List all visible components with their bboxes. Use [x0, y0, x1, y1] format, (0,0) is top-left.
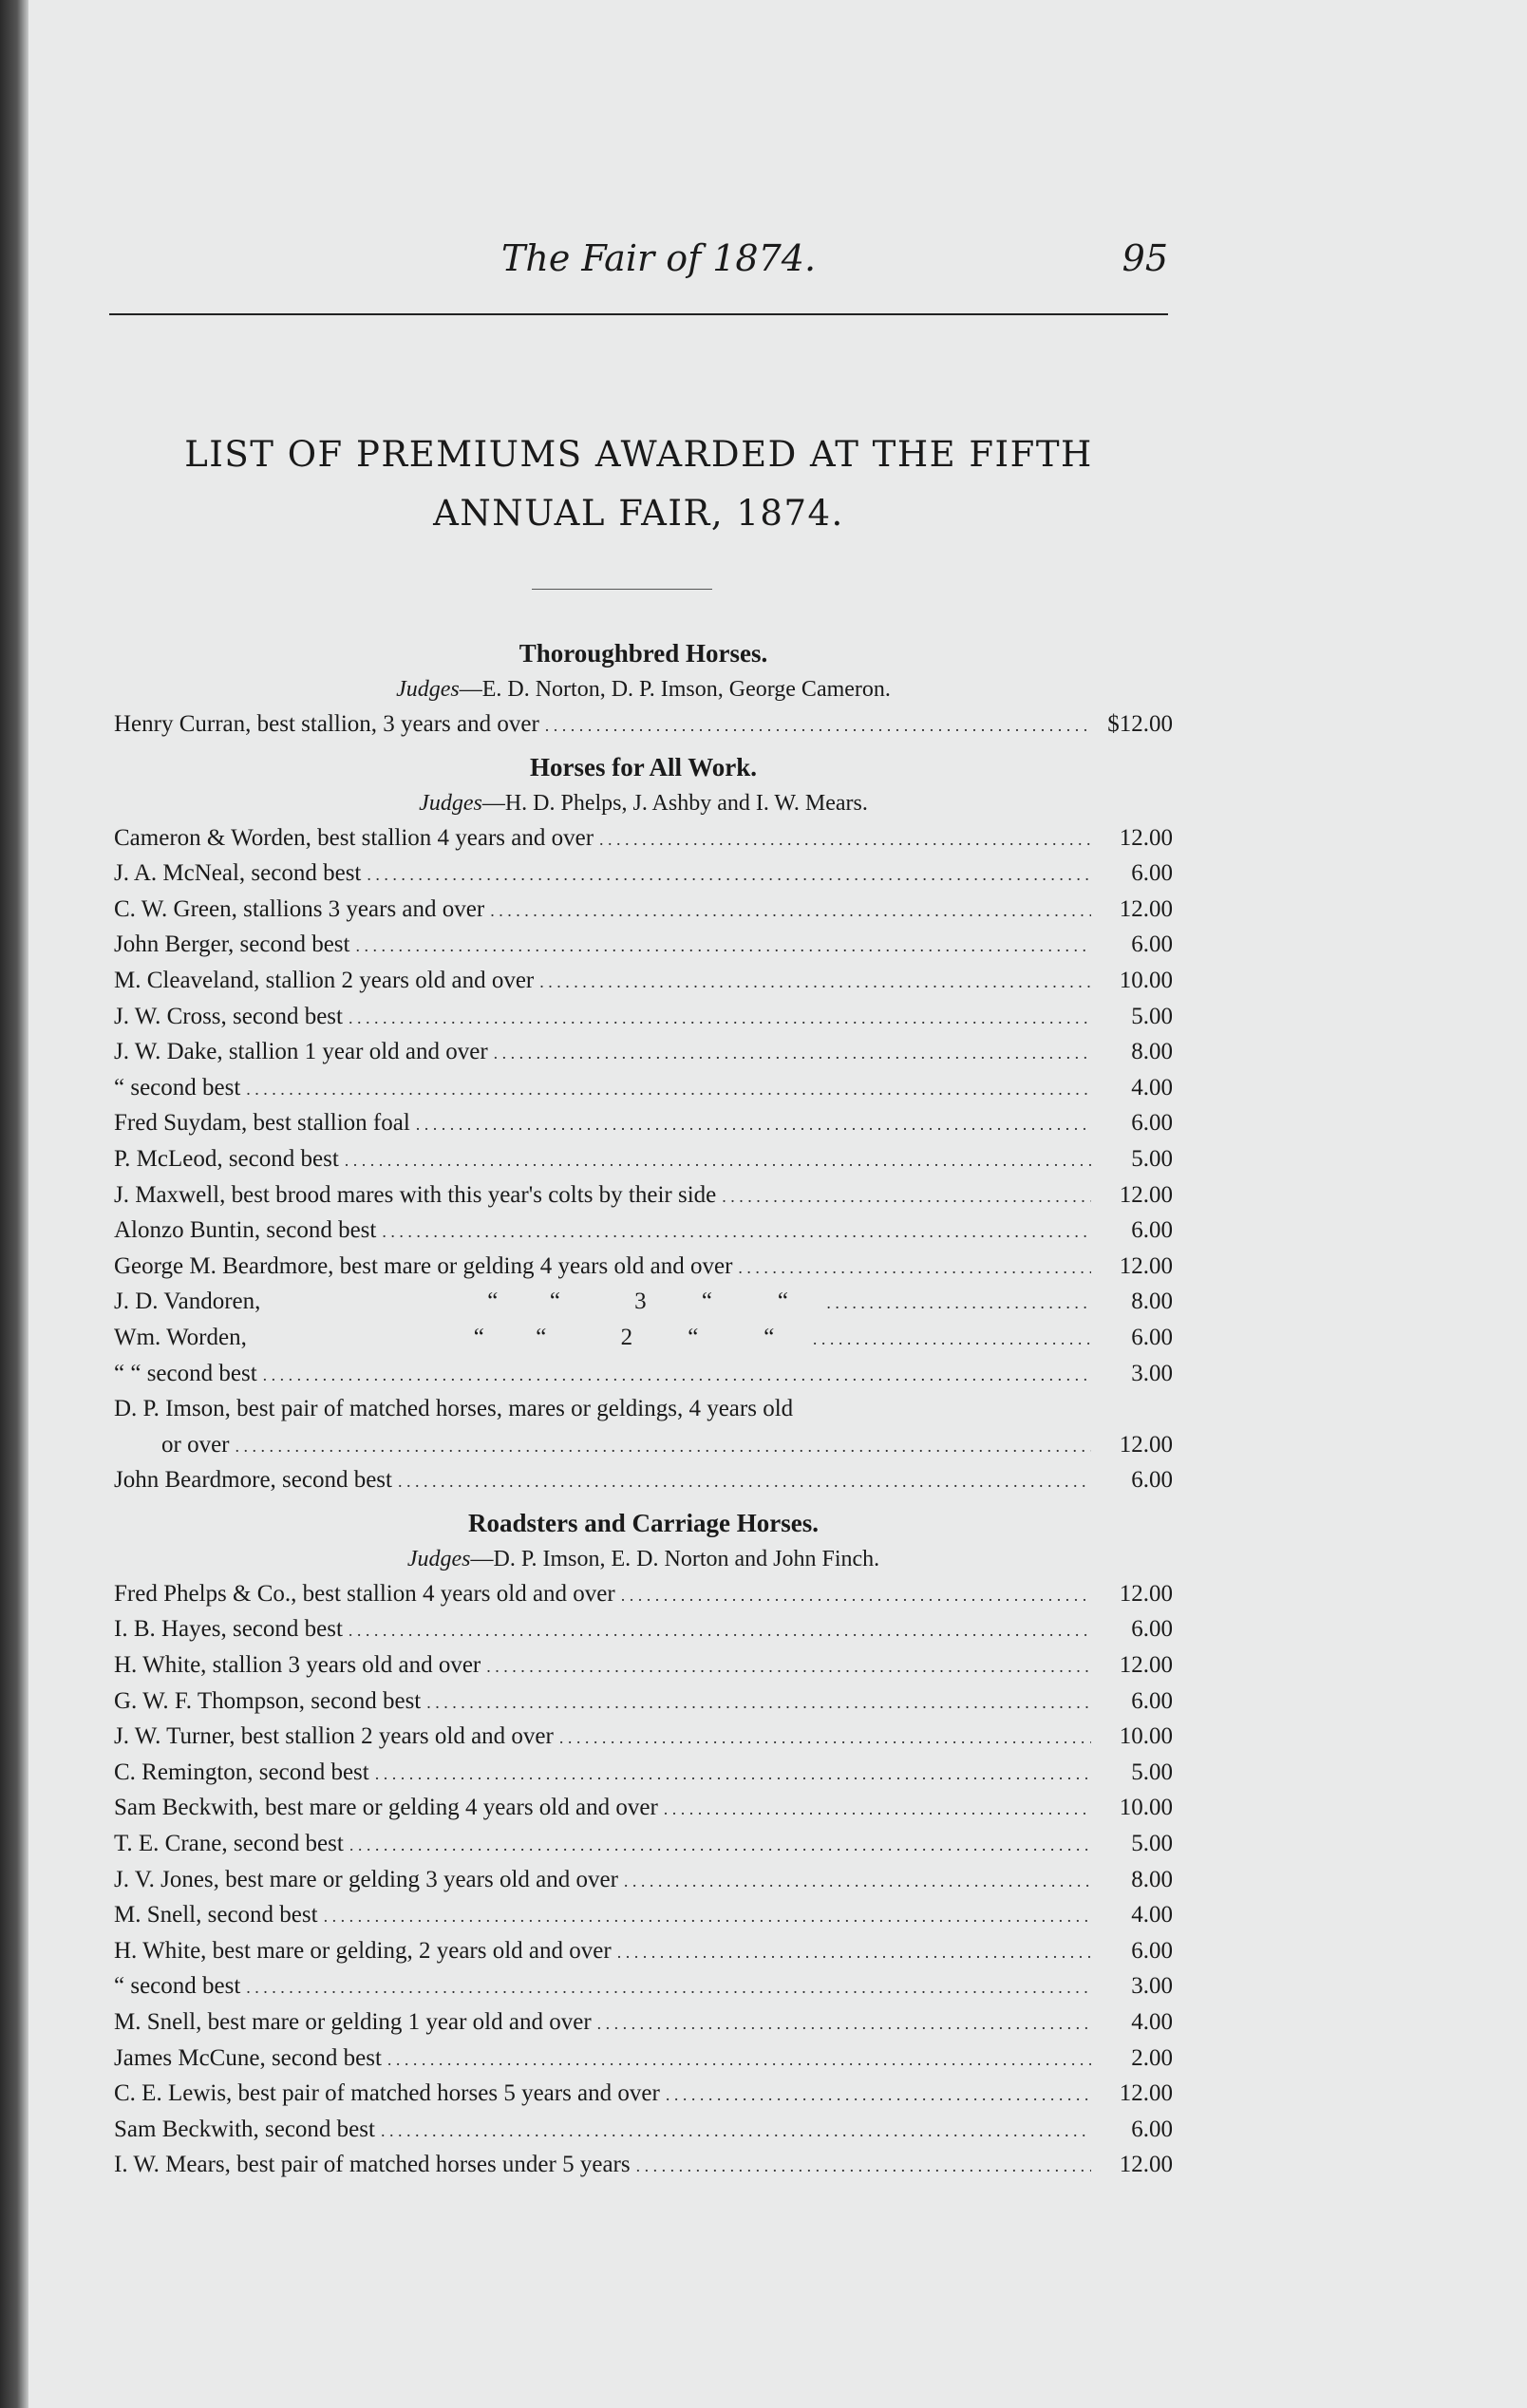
premium-entry — [114, 1933, 1173, 1969]
dot-leader — [599, 820, 1091, 858]
dot-leader — [398, 1462, 1091, 1500]
dot-leader — [367, 856, 1091, 894]
premium-entry — [114, 1647, 1173, 1684]
page-number: 95 — [1122, 237, 1168, 279]
judges-line — [114, 1542, 1173, 1576]
dot-leader — [486, 1647, 1091, 1685]
dot-leader — [246, 1070, 1091, 1108]
entry-label: Alonzo Buntin, second best — [114, 1217, 377, 1244]
dot-leader — [545, 706, 1091, 744]
section-heading: Horses for All Work. — [529, 752, 757, 781]
premium-entry — [114, 1826, 1173, 1862]
judges-names: —D. P. Imson, E. D. Norton and John Finch. — [470, 1546, 880, 1571]
dot-leader — [664, 1790, 1091, 1828]
premium-entry — [114, 706, 1173, 743]
premium-entry — [114, 927, 1173, 963]
premium-entry — [114, 1320, 1173, 1356]
entry-amount: 6.00 — [1131, 1616, 1173, 1643]
dot-leader — [826, 1284, 1091, 1322]
dot-leader — [617, 1933, 1091, 1971]
premium-entry — [114, 2041, 1173, 2077]
premium-entry — [114, 1684, 1173, 1720]
entry-amount: 12.00 — [1119, 824, 1173, 851]
entry-amount: 12.00 — [1119, 1652, 1173, 1679]
entry-label: M. Snell, second best — [114, 1902, 318, 1928]
title-divider — [532, 589, 712, 590]
book-spine-shadow — [0, 0, 28, 2408]
entry-amount: 12.00 — [1119, 2080, 1173, 2107]
entry-label: D. P. Imson, best pair of matched horses, mares or geldings, 4 years old — [114, 1396, 794, 1422]
premium-entry — [114, 1968, 1173, 2004]
dot-leader — [426, 1684, 1091, 1721]
entry-label: J. W. Dake, stallion 1 year old and over — [114, 1039, 488, 1065]
premium-entry — [114, 1897, 1173, 1933]
premium-entry — [114, 1177, 1173, 1213]
entry-amount: 6.00 — [1131, 931, 1173, 958]
entry-amount: 6.00 — [1131, 1937, 1173, 1964]
premium-entry — [114, 1213, 1173, 1249]
dot-leader — [738, 1249, 1091, 1287]
entry-label: C. E. Lewis, best pair of matched horses 5 years and over — [114, 2080, 660, 2107]
premium-entry — [114, 856, 1173, 892]
dot-leader — [236, 1427, 1092, 1465]
entry-amount: 10.00 — [1119, 1795, 1173, 1821]
entry-amount: 12.00 — [1119, 1252, 1173, 1279]
running-title: The Fair of 1874. — [501, 237, 817, 279]
dot-leader — [416, 1105, 1091, 1143]
section-heading: Thoroughbred Horses. — [518, 639, 768, 668]
entry-amount: 8.00 — [1131, 1039, 1173, 1065]
dot-leader — [636, 2147, 1091, 2185]
ditto-mark: “ — [701, 1289, 712, 1315]
entry-amount: 6.00 — [1131, 1467, 1173, 1494]
dot-leader — [349, 999, 1091, 1037]
premium-entry — [114, 1862, 1173, 1898]
entry-amount: 6.00 — [1131, 1324, 1173, 1350]
entry-amount: 6.00 — [1131, 1687, 1173, 1714]
entry-label: James McCune, second best — [114, 2044, 382, 2071]
entry-label: H. White, best mare or gelding, 2 years old and over — [114, 1937, 612, 1964]
entry-amount: 5.00 — [1131, 1145, 1173, 1172]
entry-amount: 12.00 — [1119, 2152, 1173, 2178]
premium-entry — [114, 820, 1173, 856]
entry-label: Fred Phelps & Co., best stallion 4 years old and over — [114, 1580, 615, 1607]
dot-leader — [666, 2076, 1091, 2114]
entry-label: J. Maxwell, best brood mares with this year's colts by their side — [114, 1181, 717, 1208]
section-heading: Roadsters and Carriage Horses. — [468, 1508, 819, 1537]
entry-label-continuation: or over — [161, 1431, 230, 1458]
entry-amount: 10.00 — [1119, 967, 1173, 993]
premium-entry — [114, 1141, 1173, 1177]
ditto-mark: “ — [536, 1324, 547, 1350]
dot-leader — [722, 1177, 1091, 1215]
entry-label: “ second best — [114, 1074, 241, 1101]
entry-label: I. W. Mears, best pair of matched horses under 5 years — [114, 2152, 631, 2178]
entry-label: George M. Beardmore, best mare or gelding 4 years old and over — [114, 1252, 733, 1279]
running-head — [114, 237, 1168, 294]
entry-amount: 4.00 — [1131, 1074, 1173, 1101]
entry-amount: 6.00 — [1131, 1110, 1173, 1137]
premium-entry — [114, 1391, 1173, 1427]
premium-entry — [114, 1284, 1173, 1320]
judges-label: Judges — [406, 1546, 471, 1571]
entry-label: M. Cleaveland, stallion 2 years old and over — [114, 967, 535, 993]
dot-leader — [494, 1034, 1091, 1072]
entry-amount: 12.00 — [1119, 895, 1173, 922]
dot-leader — [624, 1862, 1091, 1900]
premium-entry — [114, 1105, 1173, 1141]
dot-leader — [345, 1141, 1091, 1179]
entry-amount: 12.00 — [1119, 1181, 1173, 1208]
entry-amount: $12.00 — [1107, 711, 1173, 737]
entry-amount: 6.00 — [1131, 1217, 1173, 1244]
ditto-mark: “ — [473, 1324, 484, 1350]
dot-leader — [490, 892, 1091, 930]
entry-label: T. E. Crane, second best — [114, 1831, 344, 1857]
premium-entry — [114, 2112, 1173, 2148]
premium-list — [114, 629, 1173, 2183]
entry-amount: 4.00 — [1131, 1902, 1173, 1928]
dot-leader — [382, 1213, 1091, 1251]
entry-label: J. D. Vandoren, — [114, 1289, 261, 1315]
ditto-mark: “ — [764, 1324, 775, 1350]
entry-amount: 3.00 — [1131, 1973, 1173, 2000]
entry-label: J. V. Jones, best mare or gelding 3 years old and over — [114, 1866, 618, 1892]
entry-label: M. Snell, best mare or gelding 1 year old and over — [114, 2009, 592, 2035]
dot-leader — [387, 2041, 1091, 2079]
dot-leader — [246, 1968, 1091, 2006]
entry-amount: 6.00 — [1131, 2116, 1173, 2142]
entry-label: Henry Curran, best stallion, 3 years and over — [114, 711, 539, 737]
entry-label: C. W. Green, stallions 3 years and over — [114, 895, 485, 922]
entry-label: C. Remington, second best — [114, 1759, 369, 1785]
entry-amount: 3.00 — [1131, 1360, 1173, 1386]
page-title-line-1: LIST OF PREMIUMS AWARDED AT THE FIFTH — [184, 434, 1093, 475]
entry-amount: 2.00 — [1131, 2044, 1173, 2071]
entry-label: “ second best — [114, 1973, 241, 2000]
entry-amount: 4.00 — [1131, 2009, 1173, 2035]
premium-entry — [114, 892, 1173, 928]
entry-amount: 6.00 — [1131, 860, 1173, 887]
premium-entry — [114, 1462, 1173, 1498]
dot-leader — [539, 963, 1091, 1001]
entry-label: H. White, stallion 3 years old and over — [114, 1652, 481, 1679]
dot-leader — [559, 1719, 1091, 1757]
dot-leader — [356, 927, 1092, 965]
entry-label: John Beardmore, second best — [114, 1467, 392, 1494]
ditto-mark: “ — [487, 1289, 499, 1315]
entry-label: John Berger, second best — [114, 931, 350, 958]
entry-label: Sam Beckwith, best mare or gelding 4 years old and over — [114, 1795, 658, 1821]
dot-leader — [381, 2112, 1091, 2150]
judges-label: Judges — [396, 677, 460, 702]
entry-label: G. W. F. Thompson, second best — [114, 1687, 422, 1714]
entry-amount: 10.00 — [1119, 1723, 1173, 1750]
premium-entry-continuation — [114, 1427, 1173, 1463]
premium-entry — [114, 1790, 1173, 1826]
ditto-mark: “ — [777, 1289, 788, 1315]
premium-entry — [114, 2004, 1173, 2041]
entry-amount: 8.00 — [1131, 1289, 1173, 1315]
premium-entry — [114, 1356, 1173, 1392]
entry-label: “ “ second best — [114, 1360, 257, 1386]
dot-leader — [349, 1611, 1091, 1649]
premium-entry — [114, 1719, 1173, 1755]
premium-entry — [114, 1034, 1173, 1070]
ditto-mark: 2 — [620, 1324, 633, 1350]
entry-amount: 5.00 — [1131, 1003, 1173, 1029]
dot-leader — [621, 1576, 1091, 1614]
premium-entry — [114, 2076, 1173, 2112]
entry-amount: 12.00 — [1119, 1580, 1173, 1607]
page-title — [109, 425, 1168, 543]
dot-leader — [813, 1320, 1091, 1358]
dot-leader — [597, 2004, 1091, 2042]
judges-names: —H. D. Phelps, J. Ashby and I. W. Mears. — [481, 790, 868, 816]
entry-amount: 5.00 — [1131, 1759, 1173, 1785]
entry-amount: 8.00 — [1131, 1866, 1173, 1892]
judges-line — [114, 672, 1173, 706]
dot-leader — [263, 1356, 1091, 1394]
premium-entry — [114, 1611, 1173, 1647]
entry-label: Cameron & Worden, best stallion 4 years and over — [114, 824, 594, 851]
judges-names: —E. D. Norton, D. P. Imson, George Cameron. — [459, 677, 891, 702]
entry-amount: 5.00 — [1131, 1831, 1173, 1857]
dot-leader — [324, 1897, 1091, 1935]
page-title-line-2: ANNUAL FAIR, 1874. — [433, 493, 844, 534]
entry-label: J. W. Turner, best stallion 2 years old and over — [114, 1723, 554, 1750]
judges-line — [114, 786, 1173, 820]
entry-label: I. B. Hayes, second best — [114, 1616, 343, 1643]
entry-label: J. W. Cross, second best — [114, 1003, 343, 1029]
dot-leader — [349, 1826, 1091, 1864]
entry-label: Fred Suydam, best stallion foal — [114, 1110, 410, 1137]
ditto-mark: “ — [549, 1289, 560, 1315]
entry-label: P. McLeod, second best — [114, 1145, 339, 1172]
header-rule — [109, 313, 1168, 315]
premium-entry — [114, 1070, 1173, 1106]
judges-label: Judges — [419, 790, 482, 816]
ditto-mark: 3 — [634, 1289, 647, 1315]
premium-entry — [114, 1249, 1173, 1285]
entry-label: Sam Beckwith, second best — [114, 2116, 375, 2142]
premium-entry — [114, 2147, 1173, 2183]
dot-leader — [375, 1755, 1091, 1793]
premium-entry — [114, 999, 1173, 1035]
entry-amount: 12.00 — [1119, 1431, 1173, 1458]
entry-label: J. A. McNeal, second best — [114, 860, 362, 887]
premium-entry — [114, 963, 1173, 999]
entry-label: Wm. Worden, — [114, 1324, 247, 1350]
ditto-mark: “ — [688, 1324, 699, 1350]
premium-entry — [114, 1576, 1173, 1612]
premium-entry — [114, 1755, 1173, 1791]
